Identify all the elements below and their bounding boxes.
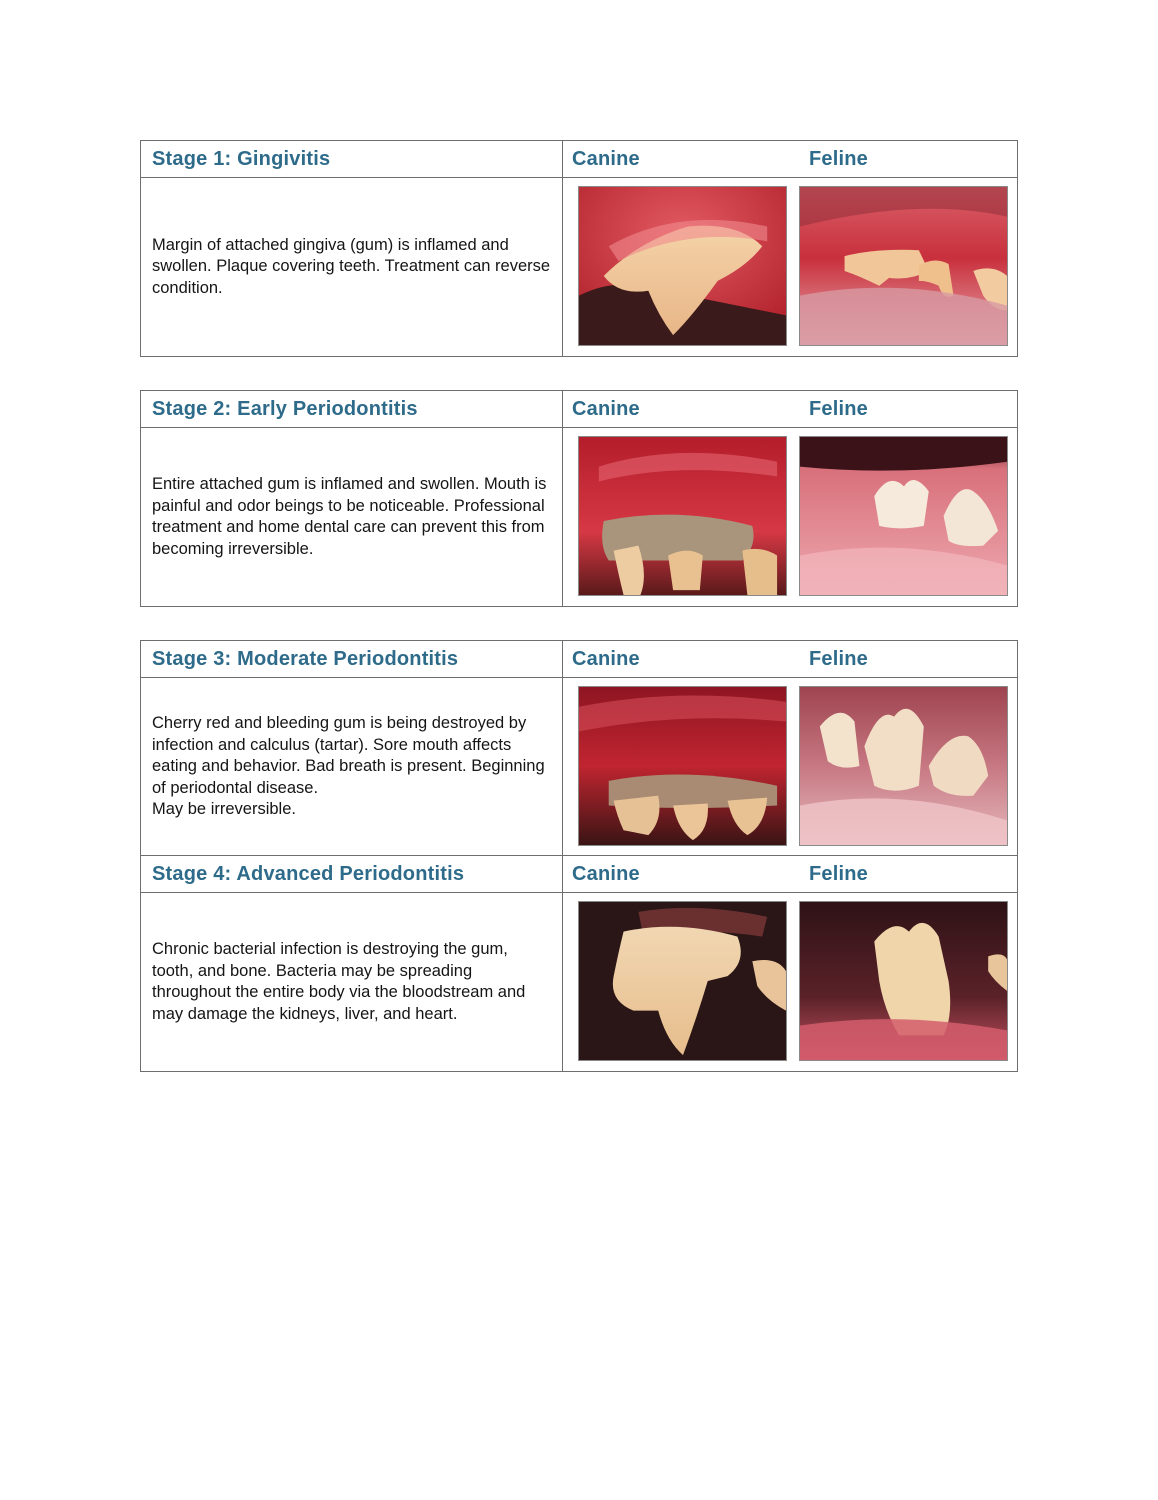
canine-column-label: Canine	[572, 148, 640, 170]
stage-2-header-row	[141, 391, 1017, 428]
feline-teeth-photo	[799, 686, 1008, 846]
feline-teeth-photo	[799, 186, 1008, 346]
stage-description: Entire attached gum is inflamed and swollen. Mouth is painful and odor beings to be noticeable. Professional treatment and home dental care can prevent this from becoming irreversible.	[152, 475, 547, 558]
canine-teeth-photo	[578, 186, 787, 346]
stage-1-table	[140, 140, 1018, 357]
stage-title: Stage 1: Gingivitis	[152, 148, 331, 170]
stage-title: Stage 2: Early Periodontitis	[152, 398, 418, 420]
stage-1-body-row	[141, 178, 1017, 356]
feline-teeth-photo	[799, 901, 1008, 1061]
canine-teeth-photo	[578, 901, 787, 1061]
stage-title: Stage 4: Advanced Periodontitis	[152, 863, 465, 885]
feline-teeth-photo	[799, 436, 1008, 596]
stage-1-header-row	[141, 141, 1017, 178]
stage-2-body-row	[141, 428, 1017, 606]
canine-column-label: Canine	[572, 863, 640, 885]
stage-3-header-row	[141, 641, 1017, 678]
stage-4-header-row	[141, 856, 1017, 893]
canine-column-label: Canine	[572, 648, 640, 670]
stage-3-body-row	[141, 678, 1017, 856]
canine-teeth-photo	[578, 436, 787, 596]
stage-description: Cherry red and bleeding gum is being destroyed by infection and calculus (tartar). Sore mouth affects eating and behavior. Bad breath is present. Beginning of periodontal disease. May be irreversible.	[152, 714, 545, 819]
stage-3-4-table	[140, 640, 1018, 1072]
feline-column-label: Feline	[809, 148, 868, 170]
canine-teeth-photo	[578, 686, 787, 846]
stage-2-table	[140, 390, 1018, 607]
stage-title: Stage 3: Moderate Periodontitis	[152, 648, 459, 670]
stage-description: Margin of attached gingiva (gum) is inflamed and swollen. Plaque covering teeth. Treatment can reverse condition.	[152, 235, 551, 297]
stage-4-body-row	[141, 893, 1017, 1071]
stage-description: Chronic bacterial infection is destroying the gum, tooth, and bone. Bacteria may be spreading throughout the entire body via the bloodstream and may damage the kidneys, liver, and heart.	[152, 940, 526, 1023]
feline-column-label: Feline	[809, 398, 868, 420]
feline-column-label: Feline	[809, 648, 868, 670]
canine-column-label: Canine	[572, 398, 640, 420]
feline-column-label: Feline	[809, 863, 868, 885]
